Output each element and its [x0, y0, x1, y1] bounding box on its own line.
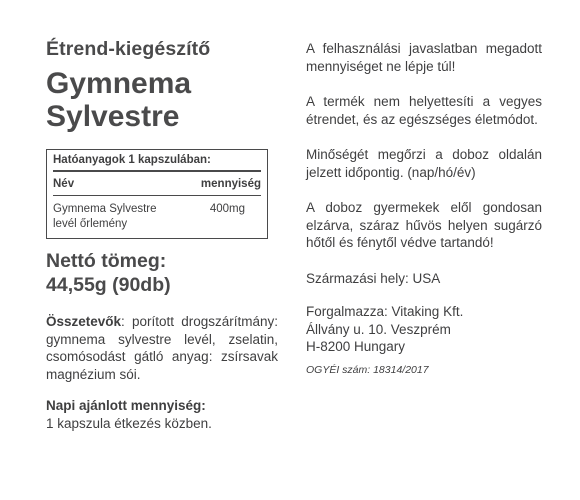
- composition-body: : porított drogszárítmány: gymnema sylvestre levél, zselatin, csomósodást gátló anyag: zsírsavak magnézium sói.: [46, 314, 278, 382]
- net-weight-label: Nettó tömeg:: [46, 250, 167, 272]
- dosage-warning: A felhasználási javaslatban megadott mennyiséget ne lépje túl!: [306, 41, 542, 74]
- product-title-line2: Sylvestre: [46, 100, 180, 133]
- column-name-header: Név: [53, 178, 75, 190]
- composition-text: [46, 313, 278, 383]
- daily-dose: [46, 397, 278, 432]
- origin: Származási hely: USA: [306, 270, 441, 286]
- registration-number: OGYÉI szám: 18314/2017: [306, 363, 429, 376]
- ingredients-heading: Hatóanyagok 1 kapszulában:: [53, 154, 261, 172]
- composition-label: Összetevők: [46, 314, 122, 329]
- distributor-line2: Állvány u. 10. Veszprém: [306, 321, 451, 337]
- ingredient-quantity: 400mg: [209, 203, 245, 215]
- net-weight-value: 44,55g (90db): [46, 274, 171, 296]
- best-before-notice: Minőségét megőrzi a doboz oldalán jelzett időpontig. (nap/hó/év): [306, 147, 542, 180]
- distributor-line3: H-8200 Hungary: [306, 339, 406, 354]
- ingredients-header-row: [53, 172, 261, 196]
- ingredient-name-line2: levél őrlemény: [53, 218, 128, 230]
- storage-notice: A doboz gyermekek elől gondosan elzárva, száraz hűvös helyen sugárzó hőtől és fénytől védve tartandó!: [306, 200, 542, 250]
- ingredient-name-line1: Gymnema Sylvestre: [53, 203, 157, 215]
- daily-dose-text: 1 kapszula étkezés közben.: [46, 415, 212, 431]
- table-row: [53, 196, 261, 232]
- column-quantity-header: mennyiség: [200, 178, 261, 190]
- product-category: Étrend-kiegészítő: [46, 38, 211, 60]
- not-substitute-notice: A termék nem helyettesíti a vegyes étrendet, és az egészséges életmódot.: [306, 94, 542, 127]
- product-title-line1: Gymnema: [46, 67, 192, 100]
- left-column: [46, 38, 278, 432]
- distributor-line1: Forgalmazza: Vitaking Kft.: [306, 304, 464, 319]
- ingredients-table: [46, 149, 268, 239]
- ingredient-name: [53, 202, 183, 232]
- daily-dose-label: Napi ajánlott mennyiség:: [46, 398, 206, 413]
- right-column: [306, 40, 542, 376]
- net-weight: [46, 249, 278, 297]
